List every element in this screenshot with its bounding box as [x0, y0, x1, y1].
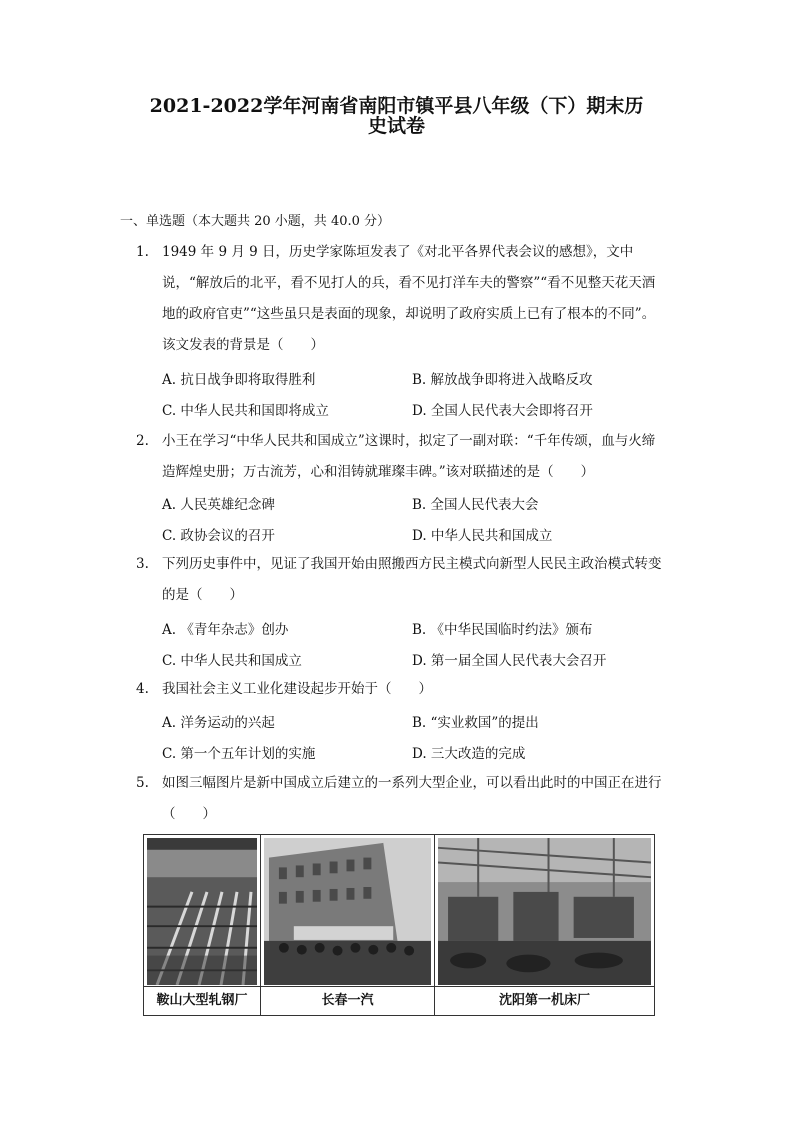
option-c[interactable]: C. 中华人民共和国即将成立: [162, 403, 329, 419]
question-5: [136, 768, 664, 830]
caption-anshan: 鞍山大型轧钢厂: [144, 986, 260, 1015]
question-1: [136, 237, 664, 361]
caption-shenyang: 沈阳第一机床厂: [435, 986, 654, 1015]
question-number: 4.: [136, 681, 149, 697]
option-a[interactable]: A. 抗日战争即将取得胜利: [162, 372, 316, 388]
option-a[interactable]: A. 人民英雄纪念碑: [162, 497, 275, 513]
section-heading: 一、单选题（本大题共 20 小题，共 40.0 分）: [120, 214, 391, 229]
option-b[interactable]: B. 全国人民代表大会: [412, 497, 539, 513]
option-c[interactable]: C. 中华人民共和国成立: [162, 653, 302, 669]
option-d[interactable]: D. 第一届全国人民代表大会召开: [412, 653, 607, 669]
exam-title-line2: 史试卷: [367, 115, 425, 137]
photo-panel-anshan: [144, 835, 261, 1015]
option-b[interactable]: B. “实业救国”的提出: [412, 715, 539, 731]
question-number: 2.: [136, 433, 149, 449]
option-d[interactable]: D. 全国人民代表大会即将召开: [412, 403, 593, 419]
question-stem: 我国社会主义工业化建设起步开始于（ ）: [162, 681, 432, 697]
question-stem: 1949 年 9 月 9 日，历史学家陈垣发表了《对北平各界代表会议的感想》，文中说，“解放后的北平，看不见打人的兵，看不见打洋车夫的警察”“看不见整天花天酒地的政府官吏”“这些虽只是表面的现象，却说明了政府实质上已有了根本的不同”。该文发表的背景是（ ）: [162, 244, 656, 353]
question-3: [136, 549, 664, 611]
option-a[interactable]: A. 洋务运动的兴起: [162, 715, 275, 731]
shenyang-machine-tool-photo: [438, 838, 651, 985]
option-d[interactable]: D. 中华人民共和国成立: [412, 528, 553, 544]
option-c[interactable]: C. 第一个五年计划的实施: [162, 746, 316, 762]
option-b[interactable]: B. 《中华民国临时约法》颁布: [412, 622, 593, 638]
anshan-steel-photo: [147, 838, 257, 985]
question-4: [136, 674, 664, 705]
photo-panel-shenyang: [435, 835, 654, 1015]
option-b[interactable]: B. 解放战争即将进入战略反攻: [412, 372, 593, 388]
changchun-faw-photo: [264, 838, 431, 985]
question-stem: 如图三幅图片是新中国成立后建立的一系列大型企业，可以看出此时的中国正在进行（ ）: [162, 775, 662, 822]
question-stem: 小王在学习“中华人民共和国成立”这课时，拟定了一副对联：“千年传颂，血与火缔造辉煌史册；万古流芳，心和泪铸就璀璨丰碑。”该对联描述的是（ ）: [162, 433, 656, 480]
question-stem: 下列历史事件中，见证了我国开始由照搬西方民主模式向新型人民民主政治模式转变的是（ ）: [162, 556, 662, 603]
question-number: 5.: [136, 775, 149, 791]
option-c[interactable]: C. 政协会议的召开: [162, 528, 275, 544]
option-d[interactable]: D. 三大改造的完成: [412, 746, 526, 762]
photo-panel-changchun: [261, 835, 435, 1015]
question-2: [136, 426, 664, 488]
question-number: 1.: [136, 244, 149, 260]
factory-photos-figure: [143, 834, 655, 1016]
exam-title-line1: 2021-2022学年河南省南阳市镇平县八年级（下）期末历: [149, 95, 644, 117]
caption-changchun: 长春一汽: [261, 986, 434, 1015]
option-a[interactable]: A. 《青年杂志》创办: [162, 622, 289, 638]
question-number: 3.: [136, 556, 149, 572]
